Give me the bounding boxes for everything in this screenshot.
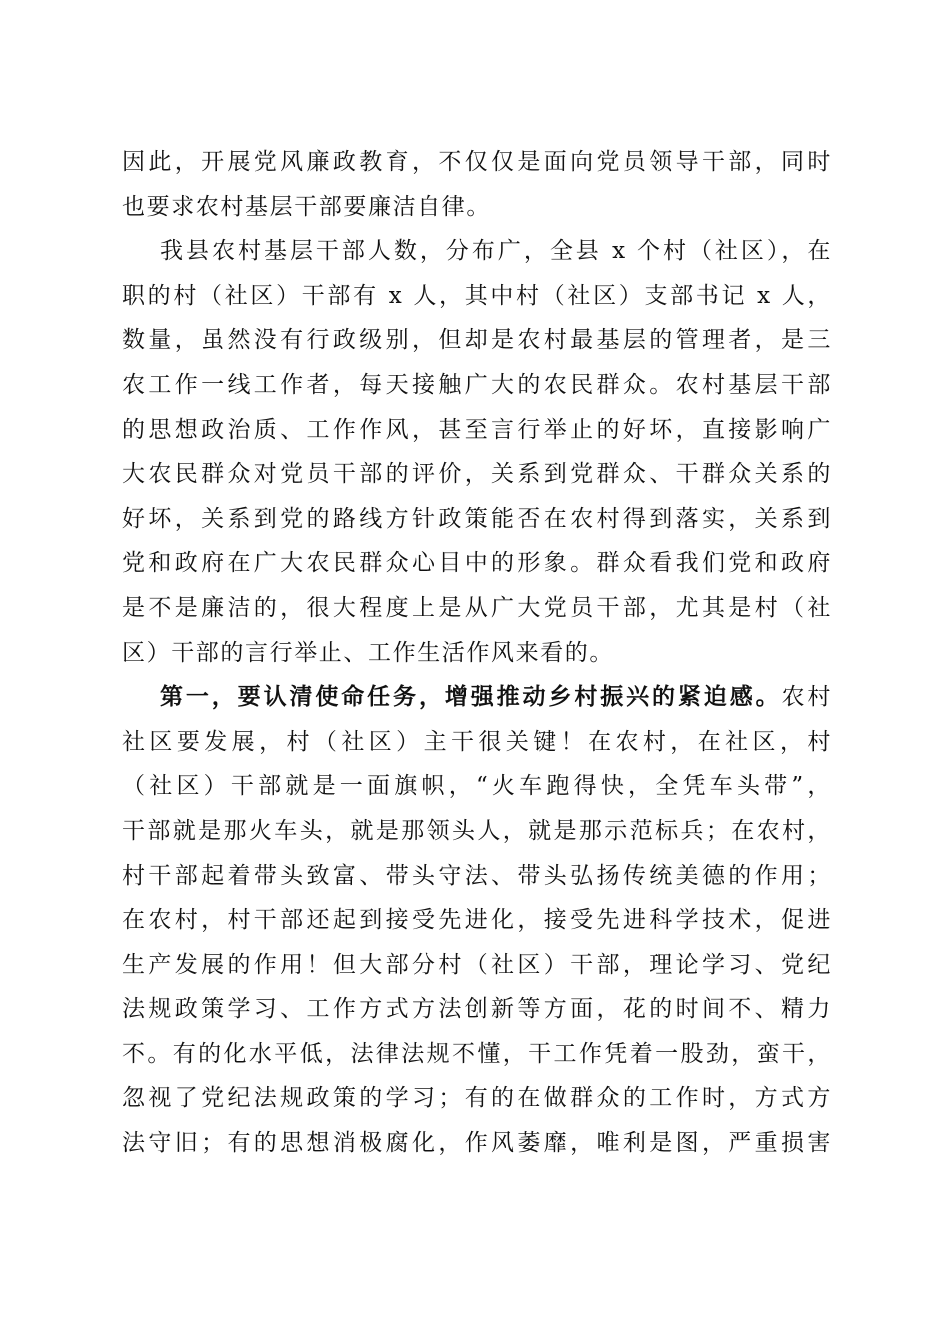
paragraph-line: 在农村，村干部还起到接受先进化，接受先进科学技术，促进 [122,907,832,934]
paragraph-line: 干部就是那火车头，就是那领头人，就是那示范标兵；在农村， [122,817,832,844]
section-heading: 第一，要认清使命任务，增强推动乡村振兴的紧迫感。 [160,683,782,711]
paragraph-line: 不。有的化水平低，法律法规不懂，干工作凭着一股劲，蛮干， [122,1040,832,1067]
paragraph-line: 生产发展的作用！但大部分村（社区）干部，理论学习、党纪 [122,951,832,978]
paragraph-line: 忽视了党纪法规政策的学习；有的在做群众的工作时，方式方 [122,1085,832,1112]
paragraph-line: 因此，开展党风廉政教育，不仅仅是面向党员领导干部，同时 [122,149,832,175]
paragraph-line: 法规政策学习、工作方式方法创新等方面，花的时间不、精力 [122,996,832,1023]
section-heading-line [122,675,832,720]
paragraph-line: 数量，虽然没有行政级别，但却是农村最基层的管理者，是三 [122,327,832,354]
paragraph-line: 区）干部的言行举止、工作生活作风来看的。 [122,639,614,666]
paragraph-line: 是不是廉洁的，很大程度上是从广大党员干部，尤其是村（社 [122,594,832,621]
paragraph-line: （社区）干部就是一面旗帜，“火车跑得快，全凭车头带”， [122,773,832,800]
paragraph-line: 党和政府在广大农民群众心目中的形象。群众看我们党和政府 [122,550,832,577]
paragraph-line: 也要求农村基层干部要廉洁自律。 [122,193,491,220]
paragraph-line: 村干部起着带头致富、带头守法、带头弘扬传统美德的作用； [122,862,832,889]
paragraph-line: 大农民群众对党员干部的评价，关系到党群众、干群众关系的 [122,461,832,488]
paragraph-line: 法守旧；有的思想消极腐化，作风萎靡，唯利是图，严重损害 [122,1130,832,1157]
heading-tail-text: 农村 [781,684,832,711]
paragraph-line: 社区要发展，村（社区）主干很关键！在农村，在社区，村 [122,728,832,755]
paragraph-line: 职的村（社区）干部有 x 人，其中村（社区）支部书记 x 人， [122,282,832,309]
paragraph-line: 我县农村基层干部人数，分布广，全县 x 个村（社区），在 [160,238,832,265]
paragraph-line: 的思想政治质、工作作风，甚至言行举止的好坏，直接影响广 [122,416,832,443]
document-body [122,140,832,1166]
paragraph-line: 农工作一线工作者，每天接触广大的农民群众。农村基层干部 [122,371,832,398]
paragraph-line: 好坏，关系到党的路线方针政策能否在农村得到落实，关系到 [122,505,832,532]
